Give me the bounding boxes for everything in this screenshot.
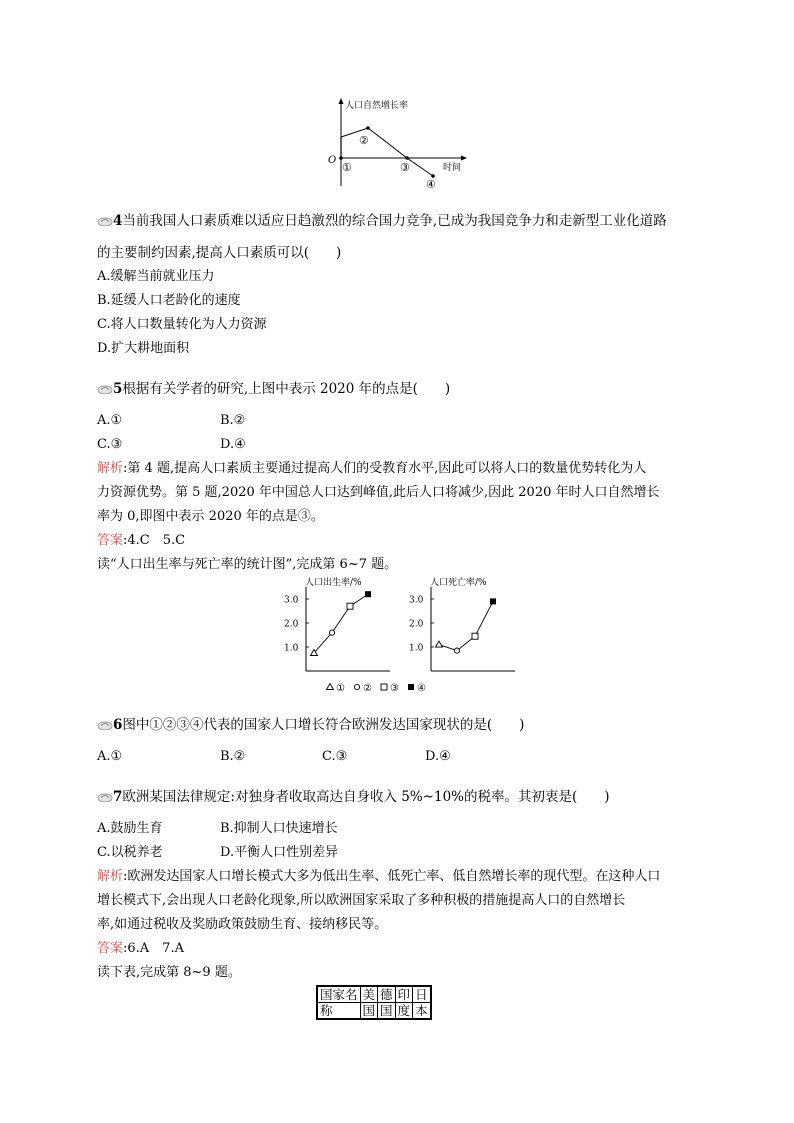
analysis-2-line3: 率,如通过税收及奖励政策鼓励生育、接纳移民等。: [97, 917, 388, 932]
question-7-option-c[interactable]: C.以税养老: [97, 845, 163, 860]
question-6-stem: 图中①②③④代表的国家人口增长符合欧洲发达国家现状的是( ): [122, 717, 525, 733]
analysis-1-line2: 力资源优势。第 5 题,2020 年中国总人口达到峰值,此后人口将减少,因此 2020 年时人口自然增长: [97, 485, 660, 500]
question-4-option-b[interactable]: B.延缓人口老龄化的速度: [97, 293, 241, 308]
birth-death-rate-charts: [278, 575, 528, 697]
question-4-stem-line2: 的主要制约因素,提高人口素质可以( ): [97, 245, 342, 261]
table-cell: 称: [317, 1003, 360, 1020]
analysis-label: 解析: [97, 869, 124, 884]
growth-rate-xlabel: 时间: [443, 163, 462, 173]
sound-icon: [97, 384, 113, 394]
death-rate-point-4: [490, 598, 496, 604]
answer-1: 答案:4.C 5.C: [97, 533, 186, 548]
question-5-stem: 根据有关学者的研究,上图中表示 2020 年的点是( ): [122, 381, 451, 397]
legend-marker-1: [327, 684, 334, 690]
birth-rate-point-4: [365, 591, 371, 597]
question-7: [97, 788, 610, 806]
analysis-2-line1: 解析:欧洲发达国家人口增长模式大多为低出生率、低死亡率、低自然增长率的现代型。在这种人口: [97, 869, 661, 884]
birth-rate-point-2: [329, 630, 334, 635]
birth-rate-tick-label: 3.0: [284, 595, 299, 606]
question-7-option-a[interactable]: A.鼓励生育: [97, 821, 163, 836]
question-5-option-c[interactable]: C.③: [97, 437, 123, 452]
point-2-label: ②: [359, 134, 369, 147]
legend-label-4: ④: [417, 683, 426, 694]
question-7-option-d[interactable]: D.平衡人口性别差异: [220, 845, 339, 860]
analysis-1-line3: 率为 0,即图中表示 2020 年的点是③。: [97, 509, 324, 524]
table-row: [317, 1003, 431, 1020]
answer-label: 答案: [97, 533, 124, 548]
growth-rate-figure: [325, 94, 475, 190]
question-5-option-b[interactable]: B.②: [220, 413, 246, 428]
table-cell: 德: [378, 986, 396, 1003]
point-3-label: ③: [400, 161, 410, 174]
death-rate-series-line: [439, 601, 493, 650]
question-6: [97, 716, 524, 734]
legend-label-3: ③: [390, 683, 399, 694]
point-3-dot: [405, 156, 409, 160]
question-4-option-d[interactable]: D.扩大耕地面积: [97, 341, 190, 356]
table-cell: 印: [395, 986, 413, 1003]
birth-rate-series-line: [314, 594, 368, 653]
legend-marker-3: [381, 684, 387, 690]
birth-rate-tick-label: 2.0: [284, 619, 299, 630]
point-1-dot: [339, 156, 343, 160]
question-7-stem: 欧洲某国法律规定:对独身者收取高达自身收入 5%~10%的税率。其初衷是( ): [122, 789, 610, 805]
question-6-option-d[interactable]: D.④: [425, 749, 451, 764]
death-rate-point-3: [472, 633, 478, 639]
table-cell: 国: [378, 1003, 396, 1020]
table-cell: 日: [413, 986, 431, 1003]
death-rate-title: 人口死亡率/%: [430, 578, 487, 588]
table-cell: 国家名: [317, 986, 360, 1003]
question-4: [97, 212, 667, 230]
legend-marker-4: [408, 684, 414, 690]
question-4-option-a[interactable]: A.缓解当前就业压力: [97, 269, 215, 284]
question-4-number: 4: [113, 213, 123, 229]
point-1-label: ①: [342, 161, 352, 174]
question-5-option-a[interactable]: A.①: [97, 413, 123, 428]
legend-label-1: ①: [336, 683, 345, 694]
point-2-dot: [366, 126, 370, 130]
read-instruction-1: 读“人口出生率与死亡率的统计图”,完成第 6~7 题。: [97, 557, 398, 572]
analysis-1-line1: 解析:第 4 题,提高人口素质主要通过提高人们的受教育水平,因此可以将人口的数量优势转化为人: [97, 461, 647, 476]
read-instruction-2: 读下表,完成第 8~9 题。: [97, 965, 241, 980]
question-5: [97, 380, 450, 398]
table-cell: 度: [395, 1003, 413, 1020]
sound-icon: [97, 216, 113, 226]
country-table: [316, 985, 432, 1020]
question-5-option-d[interactable]: D.④: [220, 437, 246, 452]
legend-marker-2: [354, 684, 359, 689]
death-rate-tick-label: 3.0: [409, 595, 424, 606]
table-row: [317, 986, 431, 1003]
death-rate-point-2: [454, 648, 459, 653]
question-6-option-a[interactable]: A.①: [97, 749, 123, 764]
question-4-option-c[interactable]: C.将人口数量转化为人力资源: [97, 317, 267, 332]
answer-label: 答案: [97, 941, 124, 956]
birth-rate-point-3: [347, 603, 353, 609]
table-cell: 本: [413, 1003, 431, 1020]
point-4-label: ④: [426, 178, 436, 190]
analysis-label: 解析: [97, 461, 124, 476]
question-5-number: 5: [113, 381, 123, 397]
legend-label-2: ②: [363, 683, 372, 694]
analysis-2-line2: 增长模式下,会出现人口老龄化现象,所以欧洲国家采取了多种积极的措施提高人口的自然增长: [97, 893, 626, 908]
question-4-stem-line1: 当前我国人口素质难以适应日趋激烈的综合国力竞争,已成为我国竞争力和走新型工业化道路: [122, 213, 667, 229]
question-7-option-b[interactable]: B.抑制人口快速增长: [220, 821, 338, 836]
death-rate-tick-label: 1.0: [409, 643, 424, 654]
sound-icon: [97, 720, 113, 730]
death-rate-tick-label: 2.0: [409, 619, 424, 630]
birth-rate-tick-label: 1.0: [284, 643, 299, 654]
origin-label: O: [328, 155, 337, 166]
question-6-option-c[interactable]: C.③: [322, 749, 348, 764]
table-cell: 国: [360, 1003, 378, 1020]
sound-icon: [97, 792, 113, 802]
question-6-option-b[interactable]: B.②: [220, 749, 246, 764]
answer-2: 答案:6.A 7.A: [97, 941, 184, 956]
growth-rate-ylabel: 人口自然增长率: [345, 101, 409, 111]
death-rate-point-1: [436, 641, 443, 647]
question-6-number: 6: [113, 717, 123, 733]
table-cell: 美: [360, 986, 378, 1003]
question-7-number: 7: [113, 789, 123, 805]
birth-rate-title: 人口出生率/%: [305, 578, 362, 588]
